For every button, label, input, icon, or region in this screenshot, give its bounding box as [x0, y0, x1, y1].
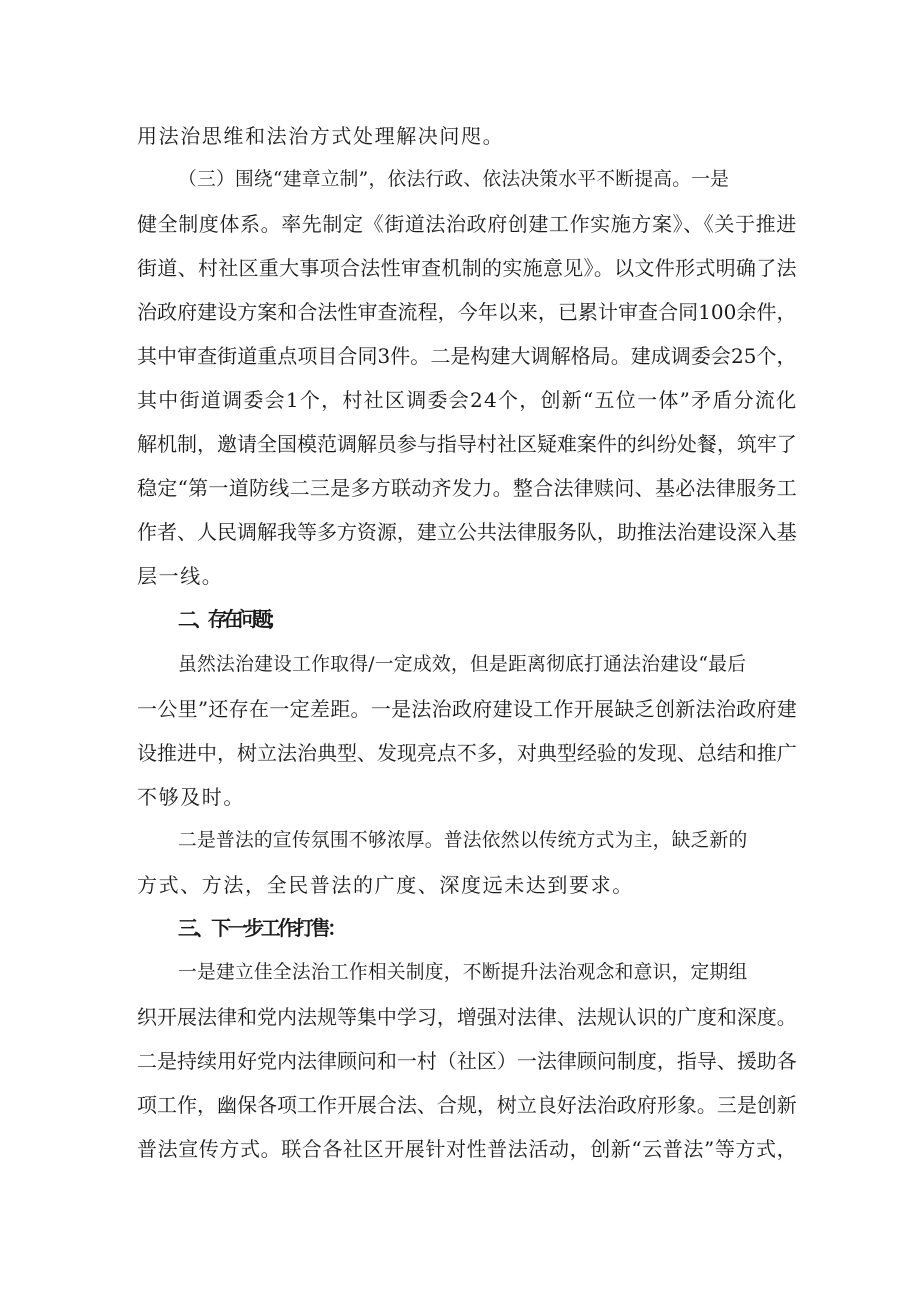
section-heading: 二、存在问题； — [178, 608, 282, 631]
text-line: 其中审查街道重点项目合同3件。二是构建大调解格局。建成调委会25个， — [137, 344, 797, 368]
section-heading: 三、下一步工作打售： — [178, 917, 344, 940]
text-line: 稳定“第一道防线二三是多方联动齐发力。整合法律赎问、基必法律服务工 — [137, 476, 798, 500]
text-line: 用法治思维和法治方式处理解决问咫。 — [137, 124, 505, 148]
text-line: 不够及时。 — [137, 785, 245, 809]
text-line: 解机制，邀请全国模范调解员参与指导村社区疑难案件的纠纷处餐，筑牢了 — [137, 432, 797, 456]
text-line: 设推进中，树立法治典型、发现亮点不多，对典型经验的发现、总结和推广 — [137, 741, 797, 765]
text-line: 虽然法治建设工作取得/一定成效，但是距离彻底打通法治建设“最后 — [178, 654, 747, 675]
text-line: 治政府建设方案和合法性审查流程，今年以来，已累计审查合同100余件， — [137, 300, 797, 324]
text-line: 普法宣传方式。联合各社区开展针对性普法活动，创新“云普法”等方式， — [137, 1137, 798, 1161]
text-line: 项工作，幽保各项工作开展合法、合规，树立良好法治政府形象。三是创新 — [137, 1093, 797, 1117]
text-line: 一公里”还存在一定差距。一是法治政府建设工作开展缺乏创新法治政府建 — [137, 697, 798, 721]
text-line: 方式、方法，全民普法的广度、深度远未达到要求。 — [137, 873, 634, 897]
text-line: 织开展法律和党内法规等集中学习，增强对法律、法规认识的广度和深度。 — [137, 1005, 797, 1029]
text-line: 街道、村社区重大事项合法性审查机制的实施意见》。以文件形式明确了法 — [137, 256, 797, 280]
text-line: 作者、人民调解我等多方资源，建立公共法律服务队，助推法治建设深入基 — [137, 520, 797, 544]
text-line: 其中街道调委会1个，村社区调委会24个，创新“五位一体”矛盾分流化 — [137, 388, 798, 412]
text-line: 一是建立佳全法治工作相关制度，不断提升法治观念和意识，定期组 — [178, 962, 748, 983]
text-line: 健全制度体系。率先制定《街道法治政府创建工作实施方案》、《关于推进 — [137, 212, 797, 236]
text-line: （三）围绕“建章立制”，依法行政、依法决策水平不断提高。一是 — [178, 169, 730, 190]
text-line: 二是普法的宣传氛围不够浓厚。普法依然以传统方式为主，缺乏新的 — [178, 830, 748, 851]
text-line: 层一线。 — [137, 564, 224, 588]
text-line: 二是持续用好党内法律顾问和一村（社区）一法律顾问制度，指导、援助各 — [137, 1049, 797, 1073]
